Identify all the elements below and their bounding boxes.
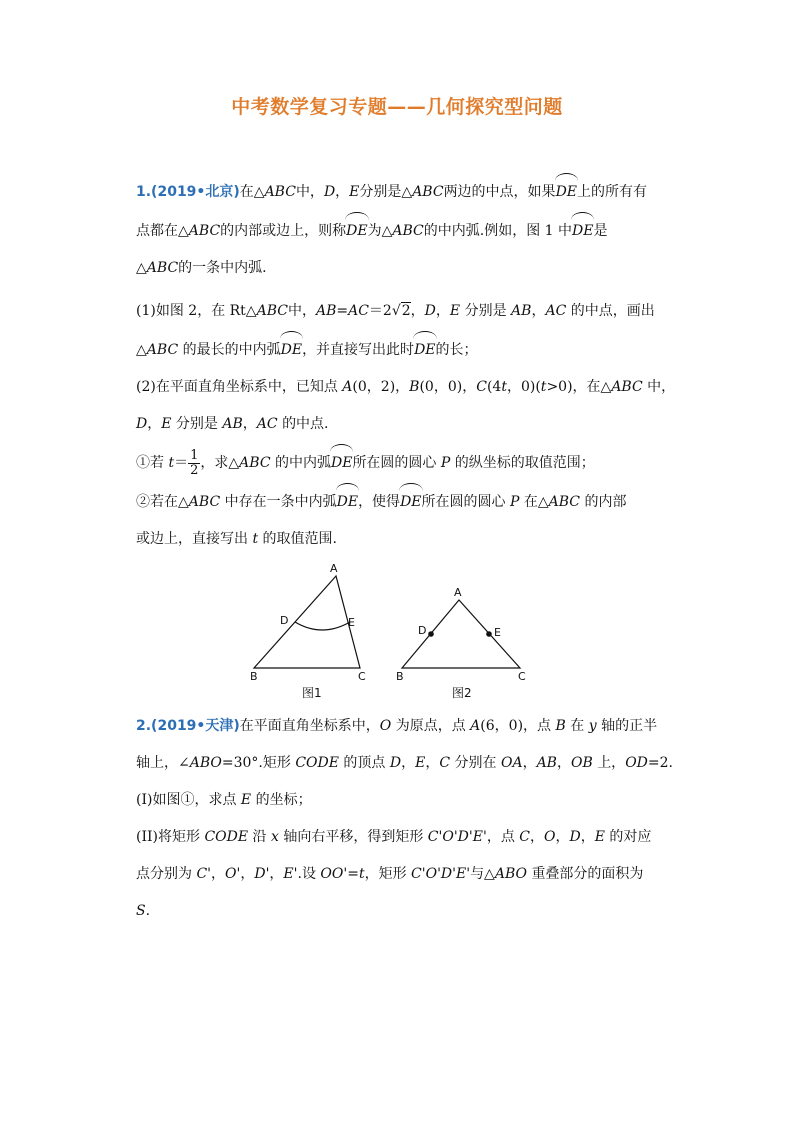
- arc-de: DE: [572, 211, 593, 250]
- q1-sub2-line-1: ②若在△ABC 中存在一条中内弧DE，使得DE所在圆的圆心 P 在△ABC 的内部: [136, 482, 656, 521]
- question-2: [136, 708, 673, 930]
- q1-part1-line-1: (1)如图 2，在 Rt△ABC中，AB=AC＝2√2，D，E 分别是 AB，AC 的中点，画出: [136, 303, 655, 319]
- fig1-arc: [295, 622, 350, 630]
- fig1-label-e: E: [348, 616, 355, 629]
- fig2-label-c: C: [518, 670, 526, 683]
- fig1-label-c: C: [358, 670, 366, 683]
- fig2-point-e: [486, 631, 492, 637]
- fig2-label-d: D: [418, 624, 427, 637]
- fig1-triangle: [254, 576, 360, 668]
- q2-part1: (I)如图①，求点 E 的坐标；: [136, 792, 312, 808]
- fig2-label-b: B: [396, 670, 404, 683]
- arc-de: DE: [556, 172, 577, 211]
- fig1-label-a: A: [330, 562, 338, 575]
- q1-part2-line-1: (2)在平面直角坐标系中，已知点 A(0，2)，B(0，0)，C(4t，0)(t>0)，在△ABC 中，: [136, 379, 676, 395]
- fig1-caption: 图1: [302, 686, 322, 700]
- fig1-label-d: D: [280, 614, 289, 627]
- q1-line-2: 点都在△ABC的内部或边上，则称DE为△ABC的中内弧.例如，图 1 中DE是: [136, 211, 656, 250]
- arc-de: DE: [346, 211, 367, 250]
- q2-part2-line-1: (II)将矩形 CODE 沿 x 轴向右平移，得到矩形 C'O'D'E'，点 C，O，D，E 的对应: [136, 829, 652, 845]
- fig2-point-d: [428, 631, 434, 637]
- q1-line-1: 1.(2019•北京)在△ABC中，D，E分别是△ABC两边的中点，如果DE上的所有有: [136, 172, 656, 211]
- fig1-label-b: B: [250, 670, 258, 683]
- q1-part2-line-2: D，E 分别是 AB，AC 的中点.: [136, 416, 329, 432]
- fraction-one-half: $\frac{1}{2}$: [190, 447, 199, 478]
- q1-sub2-line-2: 或边上，直接写出 t 的取值范围.: [136, 531, 337, 547]
- figures: [240, 562, 540, 702]
- q2-part2-line-2: 点分别为 C'，O'，D'，E'.设 OO'=t，矩形 C'O'D'E'与△ABO 重叠部分的面积为: [136, 866, 644, 882]
- q2-line-1: 2.(2019•天津)在平面直角坐标系中，O 为原点，点 A(6，0)，点 B 在 y 轴的正半: [136, 718, 658, 734]
- question-1: [136, 172, 676, 558]
- q1-source: 1.(2019•北京): [136, 184, 240, 200]
- page-title: 中考数学复习专题——几何探究型问题: [231, 96, 563, 118]
- fig2-label-a: A: [454, 586, 462, 599]
- q1-part1-line-2: △ABC 的最长的中内弧DE，并直接写出此时DE的长；: [136, 330, 656, 369]
- q2-part2-line-3: S.: [136, 903, 151, 919]
- fig2-label-e: E: [494, 626, 501, 639]
- q1-sub1: ①若 t＝ $\frac{1}{2}$ ，求△ABC 的中内弧DE所在圆的圆心 P 的纵坐标的取值范围；: [136, 443, 656, 482]
- q2-source: 2.(2019•天津): [136, 718, 240, 734]
- q2-line-2: 轴上，∠ABO=30°.矩形 CODE 的顶点 D，E，C 分别在 OA，AB，OB 上，OD=2.: [136, 755, 673, 771]
- q1-line-3: △ABC的一条中内弧.: [136, 260, 267, 276]
- fig2-caption: 图2: [452, 686, 472, 700]
